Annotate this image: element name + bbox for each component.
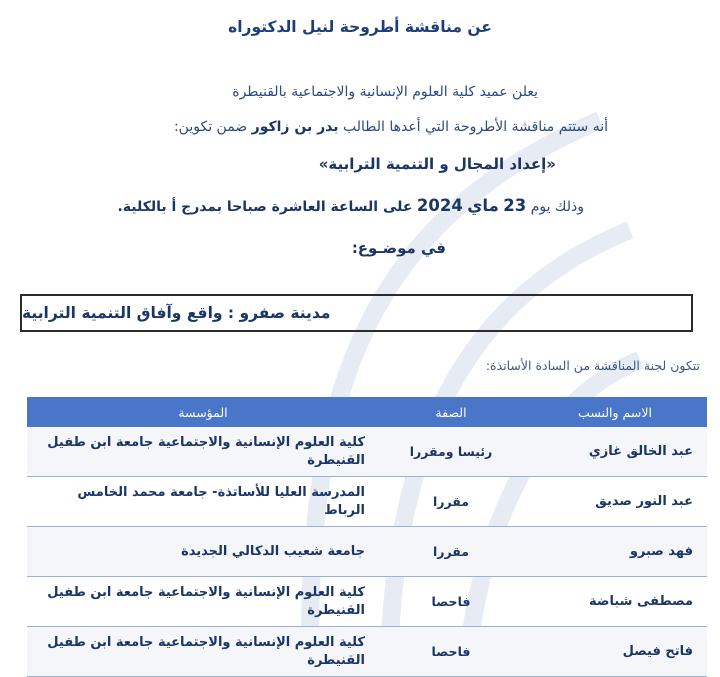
member-name: مصطفى شباضة (523, 577, 707, 627)
member-institution: كلية العلوم الإنسانية والاجتماعية جامعة ابن طفيل القنيطرة (27, 427, 379, 477)
table-row (27, 627, 707, 677)
schedule-day: 23 (503, 196, 527, 215)
student-name: بدر بن زاكور (251, 119, 339, 135)
member-name: فاتح فيصل (523, 627, 707, 677)
member-role: مقررا (379, 477, 523, 527)
schedule-prefix: وذلك يوم (530, 199, 584, 215)
member-role: فاحصا (379, 577, 523, 627)
program-name: «إعداد المجال و التنمية الترابية» (318, 155, 556, 173)
discussion-prefix: أنه ستتم مناقشة الأطروحة التي أعدها الطالب (342, 119, 608, 135)
member-institution: جامعة شعيب الدكالي الجديدة (27, 527, 379, 577)
header-role: الصفة (379, 397, 523, 427)
member-institution: كلية العلوم الإنسانية والاجتماعية جامعة ابن طفيل القنيطرة (27, 577, 379, 627)
topic-label: في موضـوع: (351, 239, 446, 257)
header-name: الاسم والنسب (523, 397, 707, 427)
discussion-suffix: ضمن تكوين: (173, 119, 248, 135)
member-name: عبد الخالق غازي (523, 427, 707, 477)
schedule-year: 2024 (416, 196, 463, 215)
thesis-title: مدينة صفرو : واقع وآفاق التنمية الترابية (22, 304, 331, 322)
committee-table (27, 397, 707, 677)
announcement-line: يعلن عميد كلية العلوم الإنسانية والاجتماعية بالقنيطرة (232, 84, 538, 100)
table-header-row (27, 397, 707, 427)
table-row (27, 427, 707, 477)
committee-intro: تتكون لجنة المناقشة من السادة الأساتذة: (485, 358, 700, 373)
member-institution: كلية العلوم الإنسانية والاجتماعية جامعة ابن طفيل القنيطرة (27, 627, 379, 677)
header-institution: المؤسسة (27, 397, 379, 427)
page-title: عن مناقشة أطروحة لنيل الدكتوراه (228, 18, 492, 36)
thesis-title-box (20, 294, 693, 332)
discussion-line (174, 119, 608, 135)
member-name: فهد صبرو (523, 527, 707, 577)
member-institution: المدرسة العليا للأساتذة- جامعة محمد الخامس الرباط (27, 477, 379, 527)
table-row (27, 527, 707, 577)
member-role: فاحصا (379, 627, 523, 677)
schedule-line (117, 196, 584, 215)
schedule-month: ماي (467, 196, 499, 215)
member-name: عبد النور صديق (523, 477, 707, 527)
schedule-rest: على الساعة العاشرة صباحا بمدرج أ بالكلية. (117, 199, 413, 215)
member-role: رئيسا ومقررا (379, 427, 523, 477)
member-role: مقررا (379, 527, 523, 577)
table-row (27, 477, 707, 527)
table-row (27, 577, 707, 627)
